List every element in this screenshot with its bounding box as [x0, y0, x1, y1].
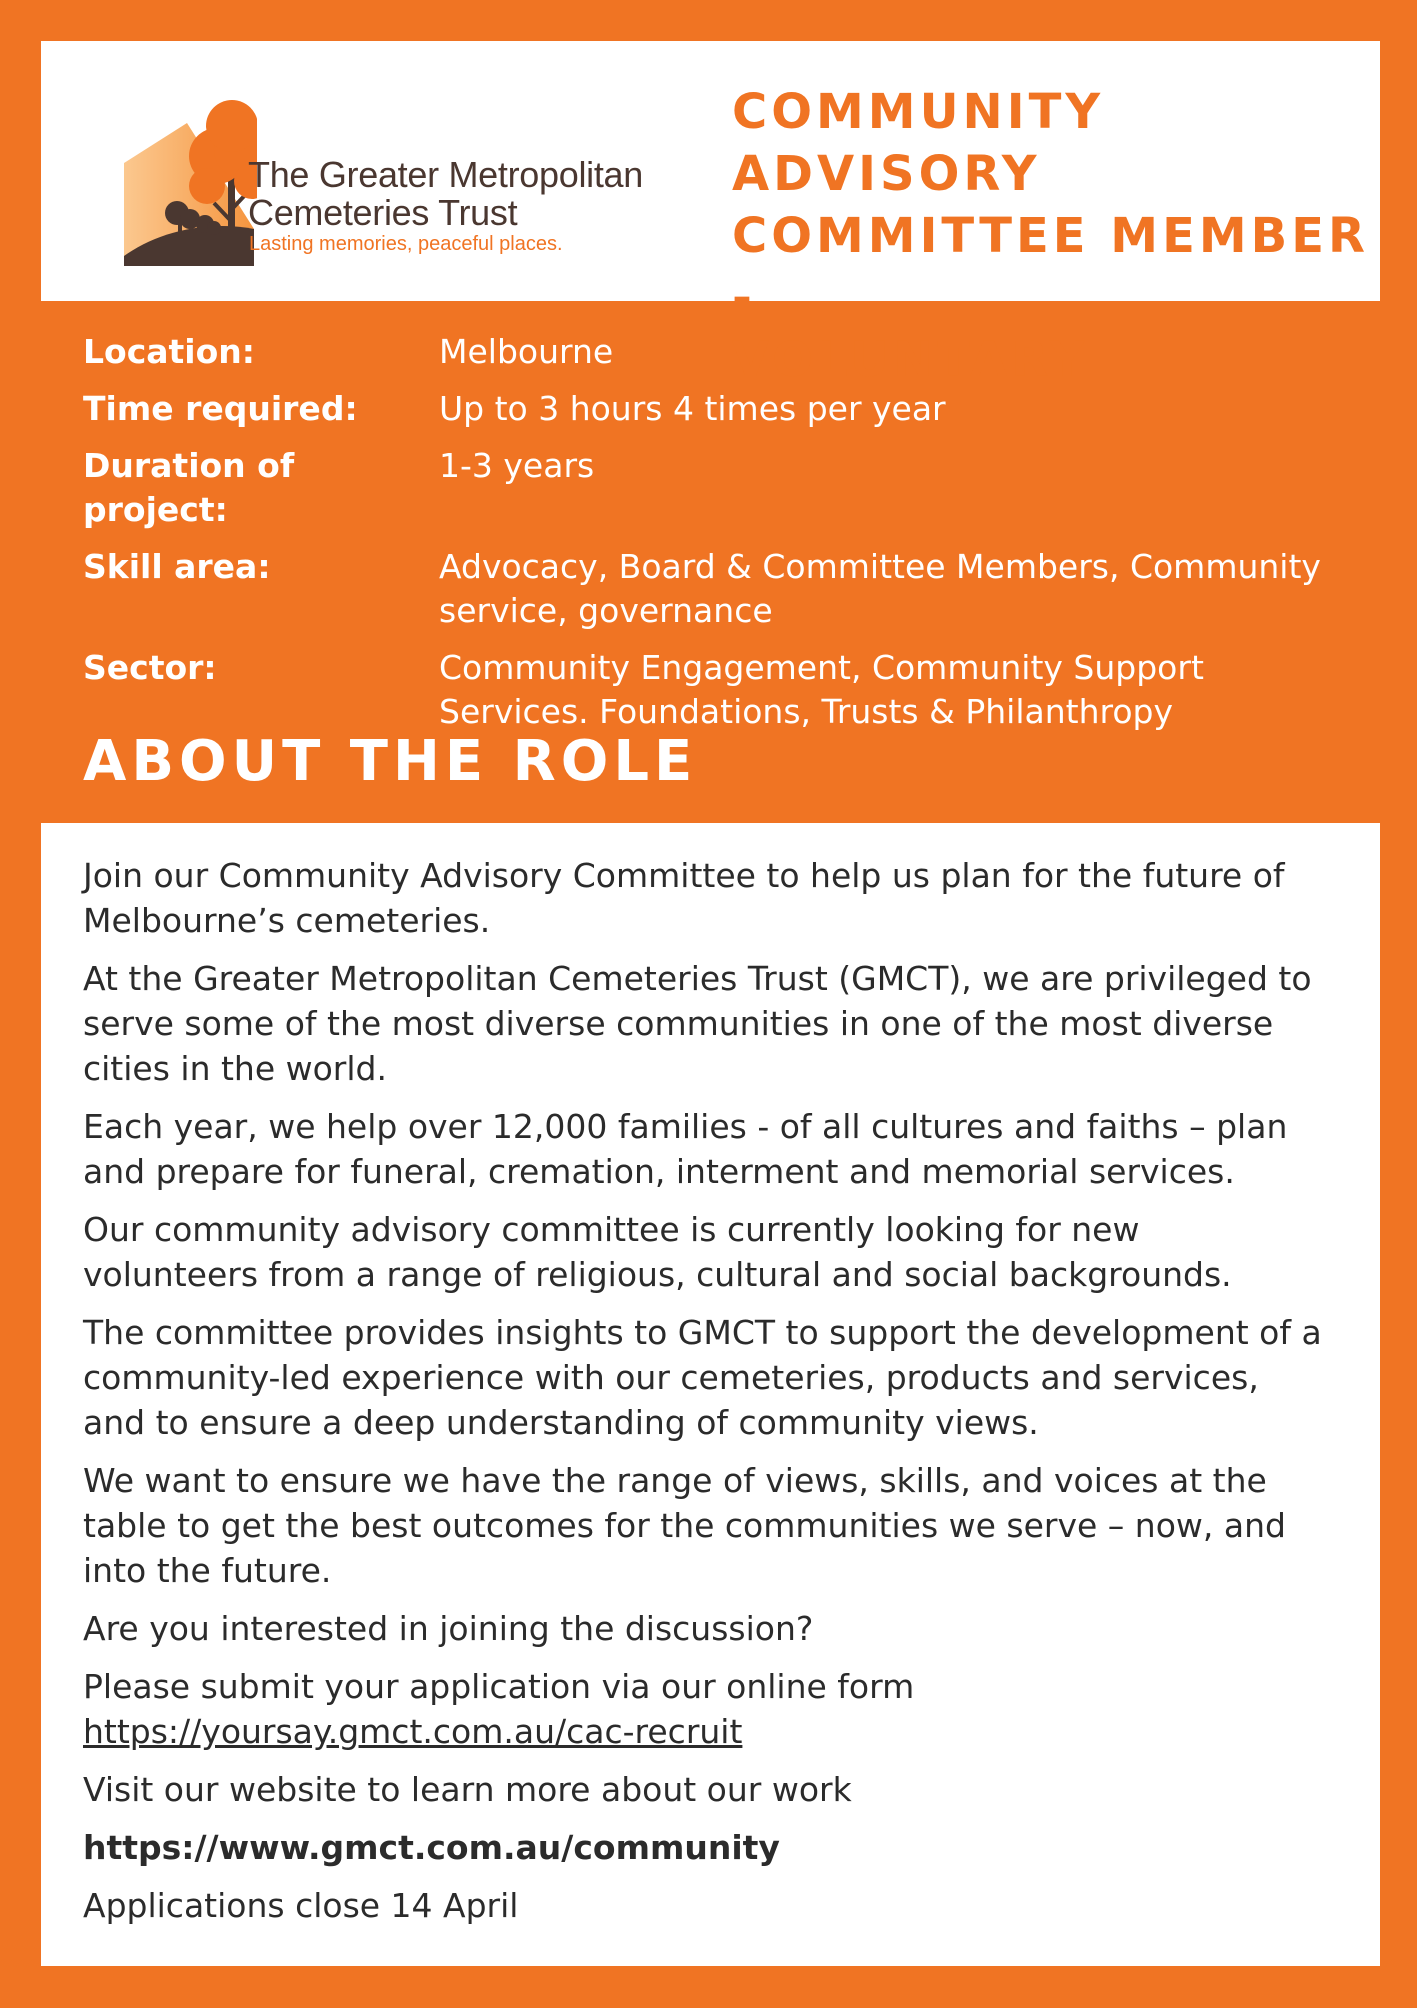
org-name-line2: Cemeteries Trust: [248, 192, 518, 233]
detail-label: Duration of project:: [83, 446, 295, 529]
organisation-name: [248, 156, 643, 232]
detail-value: Up to 3 hours 4 times per year: [439, 389, 946, 428]
about-paragraph: At the Greater Metropolitan Cemeteries Trust (GMCT), we are privileged to serve some of the most diverse communities in one of the most diverse cities in the world.: [83, 959, 1312, 1088]
apply-text: Please submit your application via our online form: [83, 1667, 915, 1706]
detail-row-duration: [83, 444, 1343, 532]
about-paragraph: Each year, we help over 12,000 families - of all cultures and faiths – plan and prepare for funeral, cremation, interment and memorial services.: [83, 1107, 1288, 1191]
about-panel: [41, 823, 1380, 1966]
website-link[interactable]: https://www.gmct.com.au/community: [83, 1828, 780, 1867]
about-text: [83, 853, 1323, 1941]
tree-hill-logo-icon: [82, 81, 257, 271]
role-title-line1: COMMUNITY ADVISORY: [732, 84, 1105, 202]
detail-value: 1-3 years: [439, 446, 595, 485]
detail-label: Location:: [83, 332, 255, 371]
about-paragraph: We want to ensure we have the range of views, skills, and voices at the table to get the best outcomes for the communities we serve – now, and into the future.: [83, 1461, 1286, 1590]
detail-row-skill-area: [83, 545, 1343, 633]
role-title-line2: COMMITTEE MEMBER -: [732, 208, 1369, 326]
website-paragraph: Visit our website to learn more about our work: [83, 1770, 852, 1809]
detail-label: Sector:: [83, 648, 217, 687]
org-tagline: Lasting memories, peaceful places.: [249, 233, 563, 255]
about-paragraph: Join our Community Advisory Committee to help us plan for the future of Melbourne’s cemeteries.: [83, 856, 1285, 940]
detail-value: Melbourne: [439, 332, 614, 371]
about-question: Are you interested in joining the discussion?: [83, 1609, 814, 1648]
role-title-line3: VOLUNTARY: [732, 332, 1089, 388]
org-name-line1: The Greater Metropolitan: [248, 154, 643, 195]
apply-link[interactable]: https://yoursay.gmct.com.au/cac-recruit: [83, 1712, 743, 1751]
apply-paragraph: [83, 1664, 1323, 1754]
website-link-paragraph: [83, 1825, 1323, 1870]
closing-date: Applications close 14 April: [83, 1886, 519, 1925]
detail-label: Skill area:: [83, 547, 271, 586]
role-details: [83, 330, 1343, 747]
about-paragraph: The committee provides insights to GMCT to support the development of a community-led experience with our cemeteries, products and services, and to ensure a deep understanding of community views.: [83, 1313, 1322, 1442]
about-paragraph: Our community advisory committee is currently looking for new volunteers from a range of religious, cultural and social backgrounds.: [83, 1210, 1232, 1294]
detail-value: Advocacy, Board & Committee Members, Community service, governance: [439, 547, 1321, 630]
detail-row-sector: [83, 646, 1343, 734]
detail-value: Community Engagement, Community Support Services. Foundations, Trusts & Philanthropy: [439, 648, 1204, 731]
about-heading: ABOUT THE ROLE: [83, 729, 698, 794]
detail-row-location: [83, 330, 1343, 374]
detail-row-time: [83, 387, 1343, 431]
detail-label: Time required:: [83, 389, 358, 428]
